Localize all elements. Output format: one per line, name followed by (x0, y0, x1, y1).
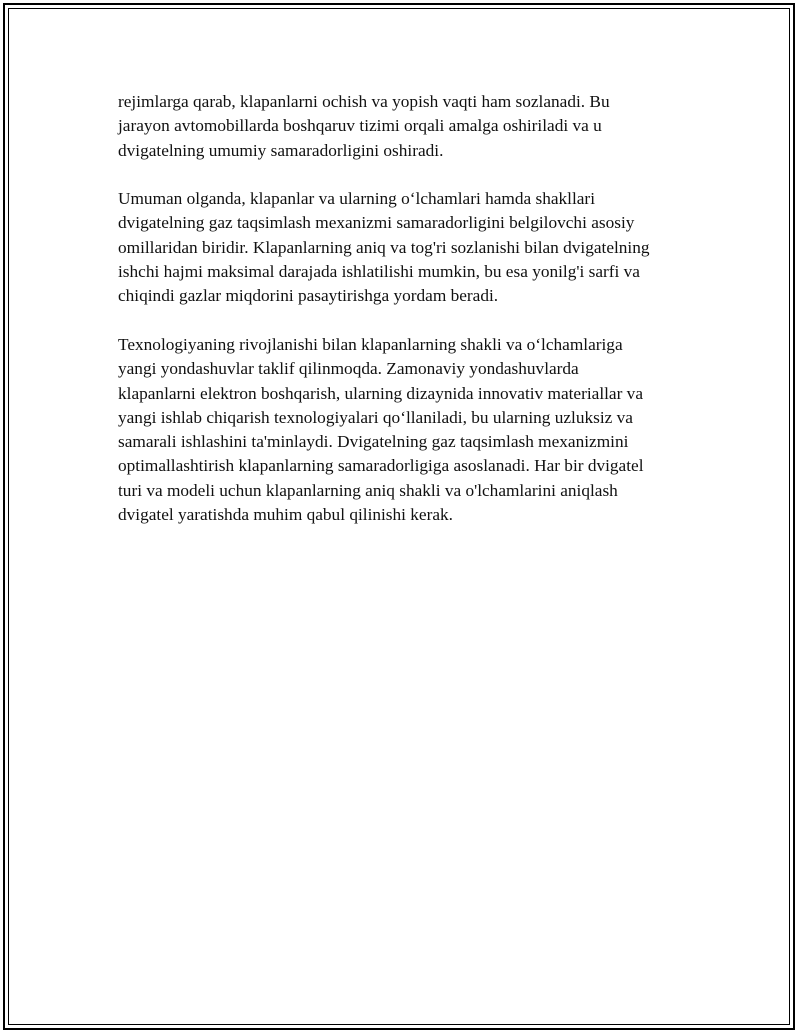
document-body (118, 90, 718, 552)
paragraph-1: rejimlarga qarab, klapanlarni ochish va yopish vaqti ham sozlanadi. Bu jarayon avtomobillarda boshqaruv tizimi orqali amalga oshiriladi va u dvigatelning umumiy samaradorligini oshiradi. (118, 92, 610, 160)
paragraph-3: Texnologiyaning rivojlanishi bilan klapanlarning shakli va oʻlchamlariga yangi yondashuvlar taklif qilinmoqda. Zamonaviy yondashuvlarda klapanlarni elektron boshqarish, ularning dizaynida innovativ materiallar va yangi ishlab chiqarish texnologiyalari qoʻllaniladi, bu ularning uzluksiz va samarali ishlashini ta'minlaydi. Dvigatelning gaz taqsimlash mexanizmini optimallashtirish klapanlarning samaradorligiga asoslanadi. Har bir dvigatel turi va modeli uchun klapanlarning aniq shakli va o'lchamlarini aniqlash dvigatel yaratishda muhim qabul qilinishi kerak. (118, 334, 644, 525)
paragraph-2: Umuman olganda, klapanlar va ularning oʻlchamlari hamda shakllari dvigatelning gaz taqsimlash mexanizmi samaradorligini belgilovchi asosiy omillaridan biridir. Klapanlarning aniq va tog'ri sozlanishi bilan dvigatelning ishchi hajmi maksimal darajada ishlatilishi mumkin, bu esa yonilg'i sarfi va chiqindi gazlar miqdorini pasaytirishga yordam beradi. (118, 189, 650, 306)
